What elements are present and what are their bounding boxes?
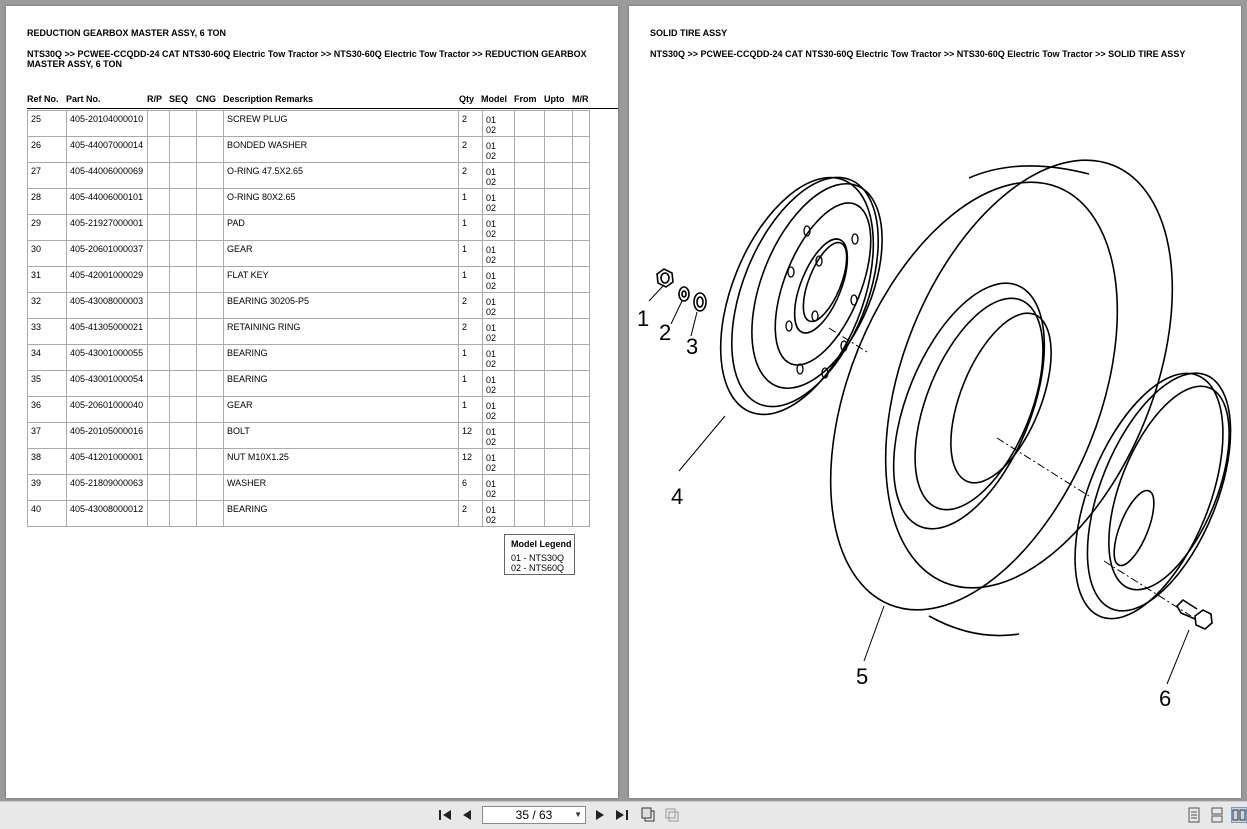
page-title: SOLID TIRE ASSY [650,28,728,38]
ref-cell: 36 [28,397,67,423]
upto-cell [545,111,573,137]
ref-cell: 29 [28,215,67,241]
description-cell: SCREW PLUG [224,111,459,137]
rp-cell [148,319,170,345]
from-cell [515,241,545,267]
washer-part [679,287,689,301]
rp-cell [148,501,170,527]
rim-right-part [1045,353,1241,639]
description-cell: WASHER [224,475,459,501]
from-cell [515,501,545,527]
table-row [28,111,590,137]
model-code: 01 [486,453,497,463]
table-row [28,423,590,449]
qty-cell: 2 [459,319,483,345]
cng-cell [197,215,224,241]
upto-cell [545,319,573,345]
upto-cell [545,137,573,163]
description-cell: BOLT [224,423,459,449]
single-page-view-icon[interactable] [1186,807,1202,823]
washer-part-2 [694,293,706,311]
ref-cell: 32 [28,293,67,319]
rp-cell [148,241,170,267]
qty-cell: 1 [459,397,483,423]
from-cell [515,345,545,371]
upto-cell [545,371,573,397]
col-cng: CNG [196,94,216,104]
seq-cell [170,215,197,241]
table-row [28,215,590,241]
seq-cell [170,449,197,475]
model-cell [483,371,515,397]
cng-cell [197,267,224,293]
qty-cell: 2 [459,501,483,527]
pdf-navigation-toolbar [0,801,1247,829]
part-no-cell: 405-44007000014 [67,137,148,163]
description-cell: BONDED WASHER [224,137,459,163]
table-row [28,137,590,163]
callout-label: 1 [637,306,650,331]
model-code: 02 [486,151,497,161]
model-cell [483,163,515,189]
seq-cell [170,137,197,163]
rp-cell [148,137,170,163]
ref-cell: 34 [28,345,67,371]
rp-cell [148,475,170,501]
model-code: 01 [486,349,497,359]
rp-cell [148,189,170,215]
model-code: 02 [486,203,497,213]
description-cell: GEAR [224,397,459,423]
page-title: REDUCTION GEARBOX MASTER ASSY, 6 TON [27,28,227,38]
model-code: 02 [486,307,497,317]
cng-cell [197,189,224,215]
model-code: 01 [486,323,497,333]
col-model: Model [481,94,507,104]
table-header [27,94,618,109]
mr-cell [573,397,590,423]
model-code: 02 [486,229,497,239]
qty-cell: 1 [459,371,483,397]
model-cell [483,319,515,345]
part-no-cell: 405-44006000069 [67,163,148,189]
mr-cell [573,319,590,345]
from-cell [515,189,545,215]
seq-cell [170,293,197,319]
from-cell [515,475,545,501]
qty-cell: 2 [459,137,483,163]
table-row [28,501,590,527]
ref-cell: 25 [28,111,67,137]
from-cell [515,449,545,475]
model-code: 01 [486,479,497,489]
ref-cell: 26 [28,137,67,163]
page-indicator: 35 / 63 [515,808,553,822]
description-cell: BEARING [224,501,459,527]
qty-cell: 2 [459,111,483,137]
mr-cell [573,475,590,501]
legend-title: Model Legend [511,539,572,549]
next-page-icon[interactable] [592,807,608,823]
ref-cell: 31 [28,267,67,293]
ref-cell: 33 [28,319,67,345]
part-no-cell: 405-42001000029 [67,267,148,293]
rp-cell [148,111,170,137]
model-code: 01 [486,167,497,177]
model-code: 01 [486,505,497,515]
part-no-cell: 405-43008000012 [67,501,148,527]
cng-cell [197,501,224,527]
model-code: 02 [486,281,497,291]
ref-cell: 39 [28,475,67,501]
prev-page-icon[interactable] [459,807,475,823]
model-cell [483,267,515,293]
mr-cell [573,501,590,527]
cng-cell [197,111,224,137]
ref-cell: 35 [28,371,67,397]
rp-cell [148,163,170,189]
model-code: 01 [486,193,497,203]
rp-cell [148,423,170,449]
col-upto: Upto [544,94,565,104]
breadcrumb: NTS30Q >> PCWEE-CCQDD-24 CAT NTS30-60Q Electric Tow Tractor >> NTS30-60Q Electric Tow Tractor >> REDUCTION GEARBOX MASTER ASSY, 6 TON [27,49,587,69]
cng-cell [197,241,224,267]
upto-cell [545,397,573,423]
qty-cell: 12 [459,423,483,449]
part-no-cell: 405-43008000003 [67,293,148,319]
part-no-cell: 405-43001000055 [67,345,148,371]
seq-cell [170,189,197,215]
rp-cell [148,267,170,293]
mr-cell [573,345,590,371]
model-code: 02 [486,489,497,499]
col-seq: SEQ [169,94,189,104]
table-row [28,241,590,267]
rp-cell [148,215,170,241]
description-cell: BEARING 30205-P5 [224,293,459,319]
qty-cell: 2 [459,163,483,189]
upto-cell [545,215,573,241]
table-row [28,293,590,319]
part-no-cell: 405-20601000037 [67,241,148,267]
model-cell [483,189,515,215]
model-code: 01 [486,219,497,229]
part-no-cell: 405-41201000001 [67,449,148,475]
model-code: 01 [486,271,497,281]
model-code: 01 [486,245,497,255]
description-cell: BEARING [224,371,459,397]
description-cell: NUT M10X1.25 [224,449,459,475]
upto-cell [545,267,573,293]
seq-cell [170,111,197,137]
model-cell [483,241,515,267]
rp-cell [148,293,170,319]
table-row [28,475,590,501]
upto-cell [545,189,573,215]
col-qty: Qty [459,94,475,104]
model-cell [483,423,515,449]
cng-cell [197,293,224,319]
seq-cell [170,241,197,267]
from-cell [515,293,545,319]
mr-cell [573,371,590,397]
mr-cell [573,137,590,163]
description-cell: PAD [224,215,459,241]
model-code: 01 [486,297,497,307]
upto-cell [545,163,573,189]
qty-cell: 1 [459,345,483,371]
qty-cell: 1 [459,241,483,267]
model-cell [483,137,515,163]
rp-cell [148,345,170,371]
ref-cell: 27 [28,163,67,189]
model-cell [483,397,515,423]
part-no-cell: 405-20104000010 [67,111,148,137]
from-cell [515,137,545,163]
from-cell [515,163,545,189]
ref-cell: 30 [28,241,67,267]
table-row [28,397,590,423]
parts-table [27,110,590,527]
from-cell [515,397,545,423]
upto-cell [545,241,573,267]
legend-line: 01 - NTS30Q [511,553,565,563]
qty-cell: 12 [459,449,483,475]
cng-cell [197,397,224,423]
callout-label: 4 [671,484,684,509]
col-part: Part No. [66,94,101,104]
model-code: 02 [486,255,497,265]
description-cell: BEARING [224,345,459,371]
model-code: 02 [486,437,497,447]
rp-cell [148,397,170,423]
upto-cell [545,449,573,475]
ref-cell: 37 [28,423,67,449]
col-from: From [514,94,537,104]
continuous-view-icon[interactable] [1209,807,1225,823]
part-no-cell: 405-41305000021 [67,319,148,345]
parts-page-right [629,6,1241,798]
model-code: 02 [486,125,497,135]
table-row [28,449,590,475]
fit-width-icon[interactable] [664,807,680,823]
table-row [28,345,590,371]
qty-cell: 1 [459,215,483,241]
seq-cell [170,267,197,293]
callout-label: 3 [686,334,699,359]
upto-cell [545,501,573,527]
mr-cell [573,189,590,215]
cng-cell [197,449,224,475]
model-cell [483,345,515,371]
table-row [28,319,590,345]
model-cell [483,501,515,527]
model-code: 01 [486,427,497,437]
last-page-icon[interactable] [614,807,630,823]
col-mr: M/R [572,94,589,104]
model-code: 01 [486,401,497,411]
model-code: 02 [486,359,497,369]
seq-cell [170,371,197,397]
table-row [28,371,590,397]
from-cell [515,111,545,137]
qty-cell: 2 [459,293,483,319]
upto-cell [545,345,573,371]
table-row [28,163,590,189]
mr-cell [573,449,590,475]
part-no-cell: 405-43001000054 [67,371,148,397]
parts-page-left [6,6,618,798]
model-code: 02 [486,333,497,343]
qty-cell: 6 [459,475,483,501]
upto-cell [545,423,573,449]
fit-page-icon[interactable] [640,807,656,823]
upto-cell [545,475,573,501]
from-cell [515,423,545,449]
seq-cell [170,397,197,423]
cng-cell [197,319,224,345]
cng-cell [197,475,224,501]
two-page-view-icon[interactable] [1231,807,1247,823]
description-cell: FLAT KEY [224,267,459,293]
seq-cell [170,345,197,371]
col-rp: R/P [147,94,163,104]
part-no-cell: 405-44006000101 [67,189,148,215]
ref-cell: 38 [28,449,67,475]
mr-cell [573,215,590,241]
callout-label: 2 [659,320,672,345]
from-cell [515,371,545,397]
cng-cell [197,163,224,189]
mr-cell [573,163,590,189]
part-no-cell: 405-21809000063 [67,475,148,501]
col-desc: Description Remarks [223,94,314,104]
part-no-cell: 405-20601000040 [67,397,148,423]
model-cell [483,111,515,137]
model-legend [504,534,575,575]
table-row [28,189,590,215]
ref-cell: 40 [28,501,67,527]
model-code: 02 [486,411,497,421]
model-cell [483,293,515,319]
description-cell: RETAINING RING [224,319,459,345]
cng-cell [197,345,224,371]
seq-cell [170,319,197,345]
mr-cell [573,423,590,449]
description-cell: O-RING 80X2.65 [224,189,459,215]
chevron-down-icon: ▼ [574,810,582,819]
mr-cell [573,293,590,319]
seq-cell [170,475,197,501]
seq-cell [170,501,197,527]
page-number-select[interactable] [482,806,586,824]
description-cell: GEAR [224,241,459,267]
first-page-icon[interactable] [437,807,453,823]
model-code: 02 [486,385,497,395]
mr-cell [573,267,590,293]
callout-label: 5 [856,664,869,689]
model-code: 01 [486,115,497,125]
table-row [28,267,590,293]
model-code: 02 [486,177,497,187]
part-no-cell: 405-20105000016 [67,423,148,449]
from-cell [515,215,545,241]
solid-tire-exploded-diagram [629,86,1241,726]
cng-cell [197,371,224,397]
from-cell [515,319,545,345]
legend-line: 02 - NTS60Q [511,563,565,573]
model-code: 02 [486,463,497,473]
rp-cell [148,371,170,397]
cng-cell [197,423,224,449]
rim-left-part [690,156,909,436]
bolt-part [1177,600,1212,629]
ref-cell: 28 [28,189,67,215]
callout-label: 6 [1159,686,1172,711]
nut-part [657,269,673,287]
qty-cell: 1 [459,267,483,293]
qty-cell: 1 [459,189,483,215]
model-cell [483,215,515,241]
rp-cell [148,449,170,475]
mr-cell [573,241,590,267]
upto-cell [545,293,573,319]
model-code: 01 [486,375,497,385]
solid-tire [774,119,1229,652]
col-ref: Ref No. [27,94,59,104]
model-cell [483,449,515,475]
description-cell: O-RING 47.5X2.65 [224,163,459,189]
cng-cell [197,137,224,163]
part-no-cell: 405-21927000001 [67,215,148,241]
model-code: 02 [486,515,497,525]
seq-cell [170,163,197,189]
model-code: 01 [486,141,497,151]
mr-cell [573,111,590,137]
from-cell [515,267,545,293]
model-cell [483,475,515,501]
breadcrumb: NTS30Q >> PCWEE-CCQDD-24 CAT NTS30-60Q Electric Tow Tractor >> NTS30-60Q Electric Tow Tractor >> SOLID TIRE ASSY [650,49,1186,59]
seq-cell [170,423,197,449]
